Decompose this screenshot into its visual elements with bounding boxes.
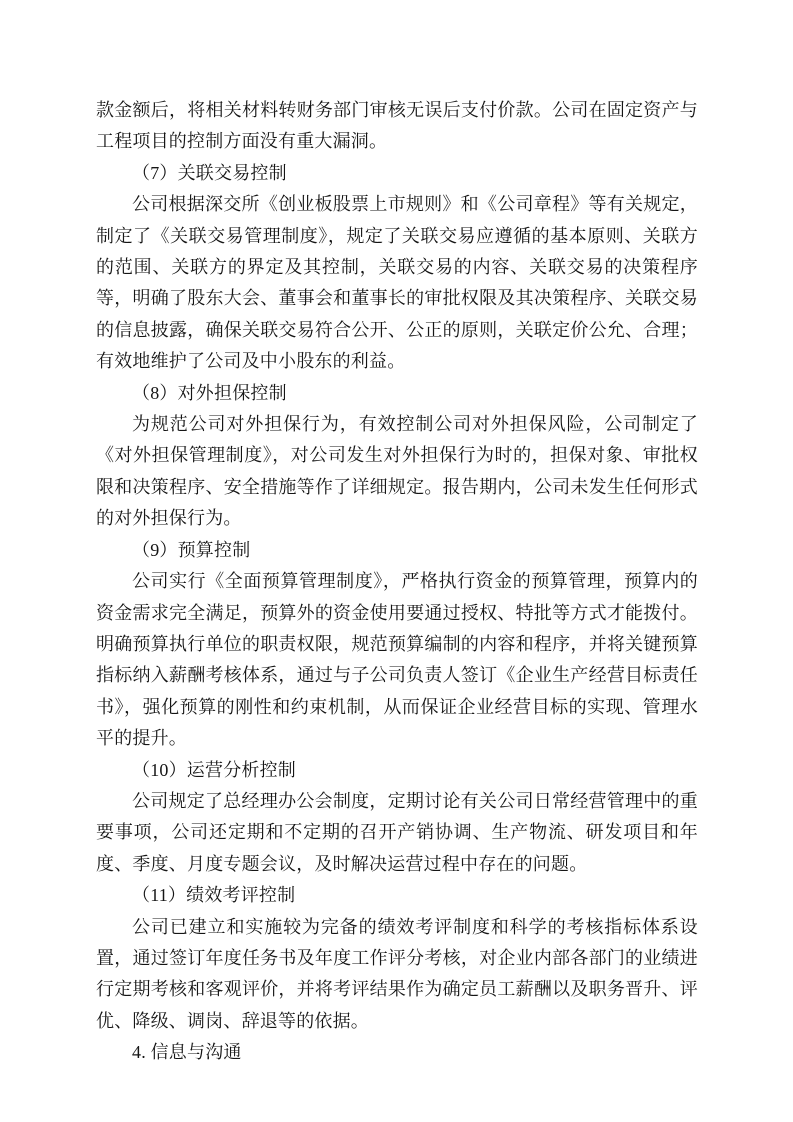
paragraph: 公司根据深交所《创业板股票上市规则》和《公司章程》等有关规定，制定了《关联交易管理制度》，规定了关联交易应遵循的基本原则、关联方的范围、关联方的界定及其控制，关联交易的内容、关联交易的决策程序等，明确了股东大会、董事会和董事长的审批权限及其决策程序、关联交易的信息披露，确保关联交易符合公开、公正的原则，关联定价公允、合理；有效地维护了公司及中小股东的利益。 (96, 194, 698, 372)
document-body (96, 95, 698, 1069)
section-heading: （10）运营分析控制 (132, 759, 296, 780)
paragraph: 公司规定了总经理办公会制度，定期讨论有关公司日常经营管理中的重要事项，公司还定期和不定期的召开产销协调、生产物流、研发项目和年度、季度、月度专题会议，及时解决运营过程中存在的问题。 (96, 790, 698, 874)
section-heading: （8）对外担保控制 (132, 382, 287, 403)
paragraph: 为规范公司对外担保行为，有效控制公司对外担保风险，公司制定了《对外担保管理制度》，对公司发生对外担保行为时的，担保对象、审批权限和决策程序、安全措施等作了详细规定。报告期内，公司未发生任何形式的对外担保行为。 (96, 414, 698, 529)
paragraph: 公司实行《全面预算管理制度》，严格执行资金的预算管理，预算内的资金需求完全满足，预算外的资金使用要通过授权、特批等方式才能拨付。明确预算执行单位的职责权限，规范预算编制的内容和程序，并将关键预算指标纳入薪酬考核体系，通过与子公司负责人签订《企业生产经营目标责任书》，强化预算的刚性和约束机制，从而保证企业经营目标的实现、管理水平的提升。 (96, 571, 698, 749)
paragraph: 款金额后，将相关材料转财务部门审核无误后支付价款。公司在固定资产与工程项目的控制方面没有重大漏洞。 (96, 100, 698, 152)
paragraph: 公司已建立和实施较为完备的绩效考评制度和科学的考核指标体系设置，通过签订年度任务书及年度工作评分考核，对企业内部各部门的业绩进行定期考核和客观评价，并将考评结果作为确定员工薪酬以及职务晋升、评优、降级、调岗、辞退等的依据。 (96, 916, 698, 1031)
section-heading: （11）绩效考评控制 (132, 885, 296, 906)
section-heading: （7）关联交易控制 (132, 162, 287, 183)
section-heading: （9）预算控制 (132, 539, 251, 560)
section-heading: 4. 信息与沟通 (132, 1042, 242, 1063)
